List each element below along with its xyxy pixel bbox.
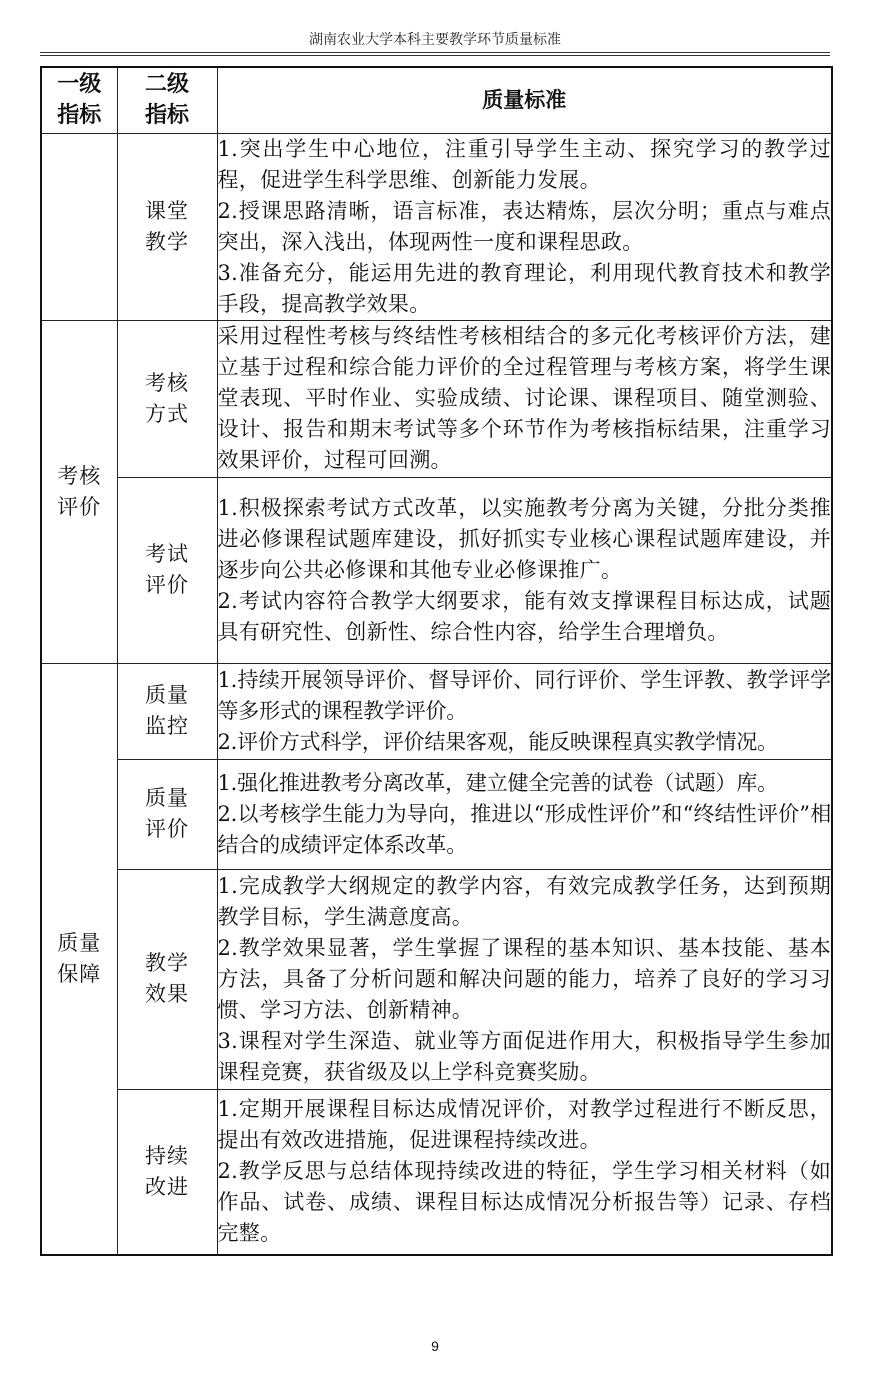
running-header: 湖南农业大学本科主要教学环节质量标准 — [309, 32, 561, 48]
level1-cell — [41, 663, 117, 1255]
header-level2 — [117, 67, 217, 133]
standard-line: 2.授课思路清晰，语言标准，表达精炼，层次分明；重点与难点突出，深入浅出，体现两性一度和课程思政。 — [217, 198, 831, 254]
standard-line: 2.教学效果显著，学生掌握了课程的基本知识、基本技能、基本方法，具备了分析问题和解决问题的能力，培养了良好的学习习惯、学习方法、创新精神。 — [217, 935, 831, 1022]
level2-line1: 质量 — [145, 683, 189, 707]
header-standard: 质量标准 — [217, 67, 832, 133]
table-row — [41, 320, 832, 477]
standard-cell — [217, 133, 832, 320]
header-rule-bottom — [40, 55, 830, 56]
table-row — [41, 869, 832, 1089]
level1-line2: 评价 — [57, 494, 102, 519]
header-level1 — [41, 67, 117, 133]
level2-line2: 评价 — [145, 817, 189, 841]
level2-cell — [117, 759, 217, 869]
level2-line1: 课堂 — [145, 198, 189, 223]
header-level1-line2: 指标 — [57, 103, 102, 129]
table-row — [41, 133, 832, 320]
header-level2-line1: 二级 — [144, 72, 189, 98]
standard-line: 2.以考核学生能力为导向，推进以“形成性评价”和“终结性评价”相结合的成绩评定体系改革。 — [217, 801, 831, 857]
standard-cell — [217, 1089, 832, 1255]
standard-cell — [217, 869, 832, 1089]
standard-line: 2.评价方式科学，评价结果客观，能反映课程真实教学情况。 — [217, 729, 778, 754]
standard-line: 采用过程性考核与终结性考核相结合的多元化考核评价方法，建立基于过程和综合能力评价的全过程管理与考核方案，将学生课堂表现、平时作业、实验成绩、讨论课、课程项目、随堂测验、设计、报告和期末考试等多个环节作为考核指标结果，注重学习效果评价，过程可回溯。 — [217, 324, 831, 472]
level2-line1: 持续 — [145, 1143, 189, 1168]
level2-cell — [117, 320, 217, 477]
standard-line: 1.定期开展课程目标达成情况评价，对教学过程进行不断反思，提出有效改进措施，促进课程持续改进。 — [217, 1097, 831, 1153]
level2-cell — [117, 1089, 217, 1255]
standard-line: 1.突出学生中心地位，注重引导学生主动、探究学习的教学过程，促进学生科学思维、创新能力发展。 — [217, 136, 831, 192]
standard-line: 1.积极探索考试方式改革，以实施教考分离为关键，分批分类推进必修课程试题库建设，抓好抓实专业核心课程试题库建设，并逐步向公共必修课和其他专业必修课推广。 — [217, 495, 831, 582]
level2-line2: 改进 — [145, 1174, 189, 1199]
standard-line: 1.强化推进教考分离改革，建立健全完善的试卷（试题）库。 — [217, 770, 778, 795]
standard-line: 2.教学反思与总结体现持续改进的特征，学生学习相关材料（如作品、试卷、成绩、课程目标达成情况分析报告等）记录、存档完整。 — [217, 1159, 831, 1246]
level1-line1: 质量 — [57, 930, 102, 955]
level2-line1: 考核 — [145, 370, 189, 395]
header-level1-line1: 一级 — [57, 72, 102, 98]
level1-cell — [41, 320, 117, 663]
level2-cell — [117, 663, 217, 759]
standard-cell — [217, 759, 832, 869]
level2-line2: 效果 — [145, 982, 189, 1006]
table-row — [41, 663, 832, 759]
level2-cell — [117, 477, 217, 663]
standard-line: 3.准备充分，能运用先进的教育理论，利用现代教育技术和教学手段，提高教学效果。 — [217, 260, 831, 316]
table-header-row — [41, 67, 832, 133]
level2-line2: 监控 — [145, 714, 189, 738]
level2-line1: 考试 — [145, 542, 189, 566]
standard-line: 1.完成教学大纲规定的教学内容，有效完成教学任务，达到预期教学目标，学生满意度高。 — [217, 873, 831, 929]
level2-line2: 教学 — [145, 229, 189, 254]
level2-line1: 质量 — [145, 786, 189, 810]
level2-cell — [117, 869, 217, 1089]
standard-cell — [217, 320, 832, 477]
level2-line2: 方式 — [145, 401, 189, 426]
header-rule-top — [40, 52, 830, 53]
standard-line: 2.考试内容符合教学大纲要求，能有效支撑课程目标达成，试题具有研究性、创新性、综合性内容，给学生合理增负。 — [217, 588, 831, 644]
level1-line1: 考核 — [57, 463, 102, 488]
table-row — [41, 1089, 832, 1255]
standard-line: 1.持续开展领导评价、督导评价、同行评价、学生评教、教学评学等多形式的课程教学评价。 — [217, 667, 831, 723]
level1-cell — [41, 133, 117, 320]
table-row — [41, 477, 832, 663]
level2-cell — [117, 133, 217, 320]
standard-cell — [217, 477, 832, 663]
table-row — [41, 759, 832, 869]
quality-standard-table — [40, 66, 833, 1256]
header-level2-line2: 指标 — [144, 103, 189, 129]
standard-line: 3.课程对学生深造、就业等方面促进作用大，积极指导学生参加课程竞赛，获省级及以上学科竞赛奖励。 — [217, 1028, 831, 1084]
page-number: 9 — [431, 1338, 439, 1354]
level2-line1: 教学 — [145, 951, 189, 975]
level1-line2: 保障 — [57, 961, 102, 986]
standard-cell — [217, 663, 832, 759]
level2-line2: 评价 — [145, 573, 189, 597]
